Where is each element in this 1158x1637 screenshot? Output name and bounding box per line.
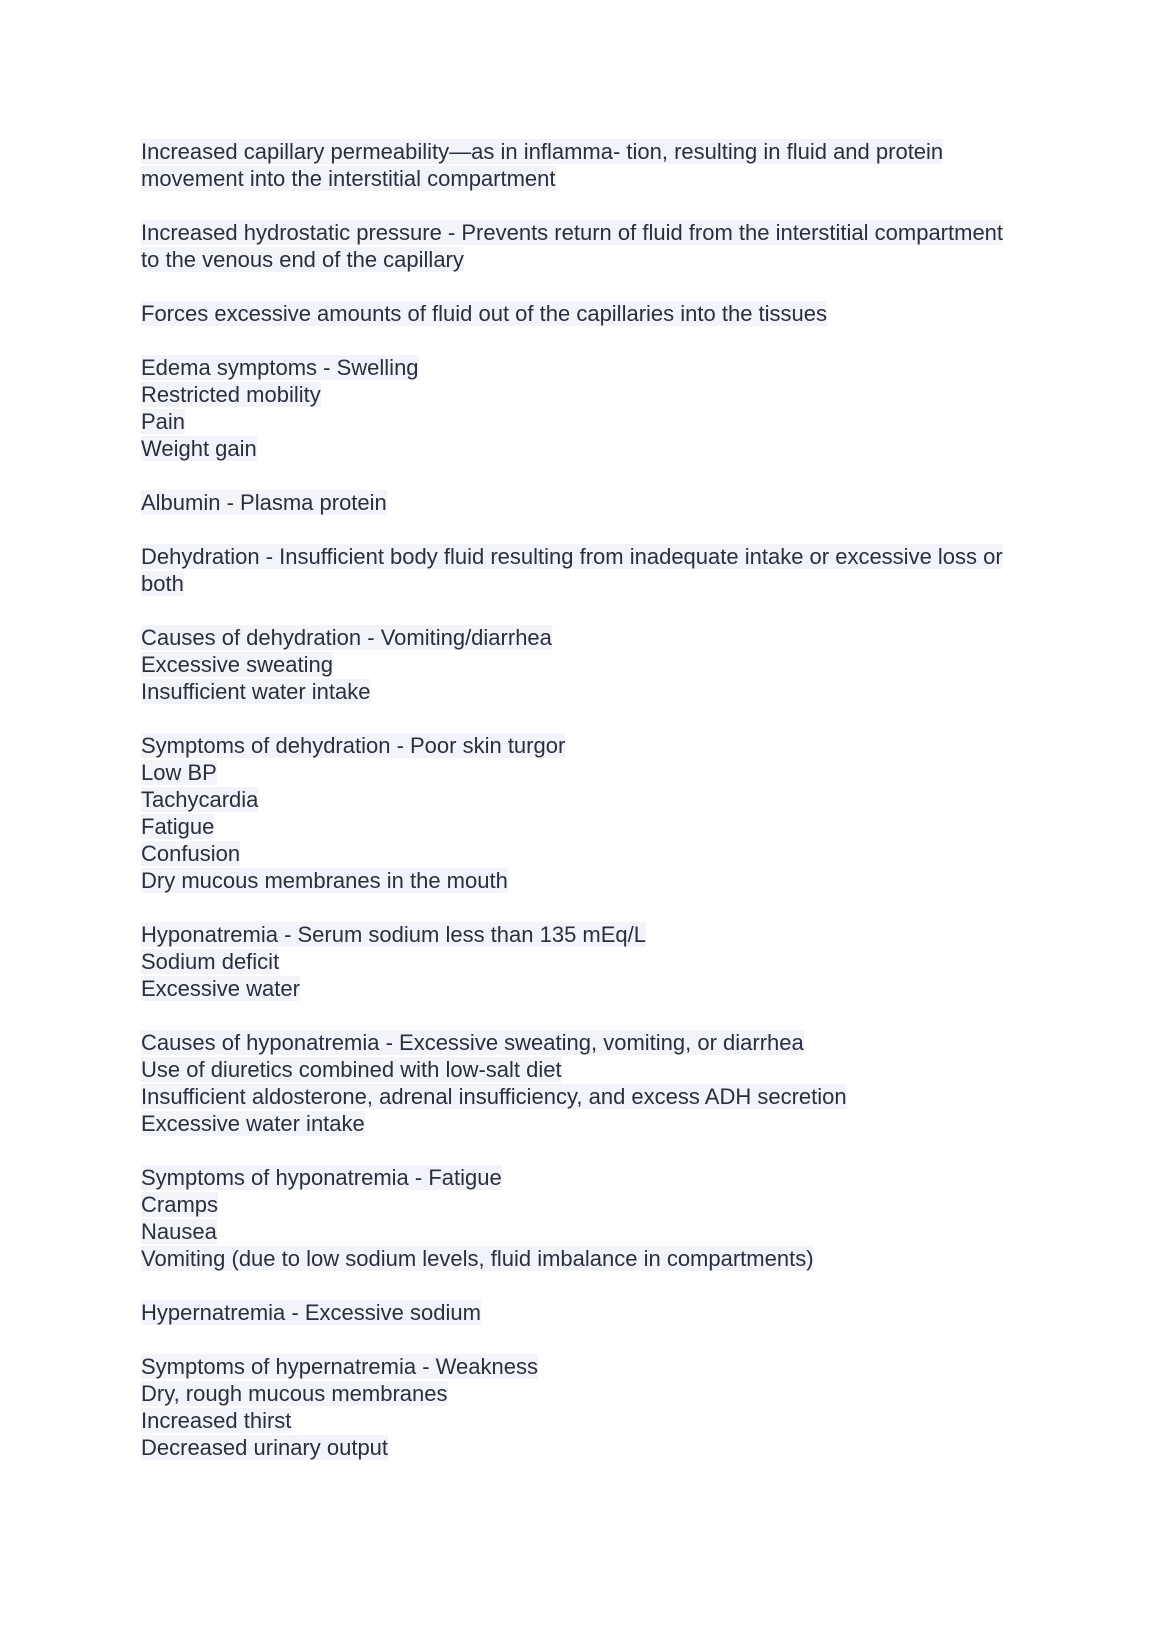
text-line: Hyponatremia - Serum sodium less than 135 mEq/L: [141, 922, 647, 947]
text-line: Tachycardia: [141, 787, 259, 812]
text-line: Hypernatremia - Excessive sodium: [141, 1300, 481, 1325]
text-line: Increased thirst: [141, 1408, 292, 1433]
text-line: Decreased urinary output: [141, 1435, 389, 1460]
text-line: Dry mucous membranes in the mouth: [141, 868, 508, 893]
paragraph-symptoms-hyponatremia: [141, 1164, 1021, 1272]
text-line: Sodium deficit: [141, 949, 280, 974]
text-line: Excessive sweating: [141, 652, 333, 677]
text-line: Edema symptoms - Swelling: [141, 355, 419, 380]
text-line: Symptoms of hypernatremia - Weakness: [141, 1354, 538, 1379]
text-line: Dry, rough mucous membranes: [141, 1381, 448, 1406]
document-page: [141, 138, 1021, 1488]
paragraph-causes-dehydration: [141, 624, 1021, 705]
paragraph-albumin: [141, 489, 1021, 516]
paragraph-edema-symptoms: [141, 354, 1021, 462]
text-line: Forces excessive amounts of fluid out of the capillaries into the tissues: [141, 301, 828, 326]
text-line: Increased hydrostatic pressure - Prevents return of fluid from the interstitial compartment to the venous end of the capillary: [141, 220, 1004, 272]
paragraph-symptoms-hypernatremia: [141, 1353, 1021, 1461]
paragraph-hypernatremia: [141, 1299, 1021, 1326]
text-line: Albumin - Plasma protein: [141, 490, 387, 515]
text-line: Pain: [141, 409, 186, 434]
paragraph-symptoms-dehydration: [141, 732, 1021, 894]
text-line: Weight gain: [141, 436, 257, 461]
text-line: Symptoms of dehydration - Poor skin turgor: [141, 733, 566, 758]
text-line: Fatigue: [141, 814, 215, 839]
text-line: Cramps: [141, 1192, 219, 1217]
text-line: Causes of hyponatremia - Excessive sweating, vomiting, or diarrhea: [141, 1030, 804, 1055]
text-line: Excessive water: [141, 976, 300, 1001]
paragraph-causes-hyponatremia: [141, 1029, 1021, 1137]
text-line: Restricted mobility: [141, 382, 321, 407]
text-line: Nausea: [141, 1219, 217, 1244]
paragraph-dehydration: [141, 543, 1021, 597]
text-line: Vomiting (due to low sodium levels, fluid imbalance in compartments): [141, 1246, 814, 1271]
text-line: Insufficient water intake: [141, 679, 371, 704]
paragraph-hyponatremia: [141, 921, 1021, 1002]
text-line: Causes of dehydration - Vomiting/diarrhea: [141, 625, 552, 650]
text-line: Symptoms of hyponatremia - Fatigue: [141, 1165, 502, 1190]
text-line: Dehydration - Insufficient body fluid resulting from inadequate intake or excessive loss or both: [141, 544, 1003, 596]
paragraph-capillary-permeability: [141, 138, 1021, 192]
text-line: Increased capillary permeability—as in inflamma- tion, resulting in fluid and protein movement into the interstitial compartment: [141, 139, 944, 191]
text-line: Confusion: [141, 841, 241, 866]
paragraph-hydrostatic-pressure: [141, 219, 1021, 273]
text-line: Use of diuretics combined with low-salt diet: [141, 1057, 562, 1082]
text-line: Low BP: [141, 760, 217, 785]
paragraph-excessive-fluid: [141, 300, 1021, 327]
text-line: Excessive water intake: [141, 1111, 365, 1136]
text-line: Insufficient aldosterone, adrenal insufficiency, and excess ADH secretion: [141, 1084, 847, 1109]
